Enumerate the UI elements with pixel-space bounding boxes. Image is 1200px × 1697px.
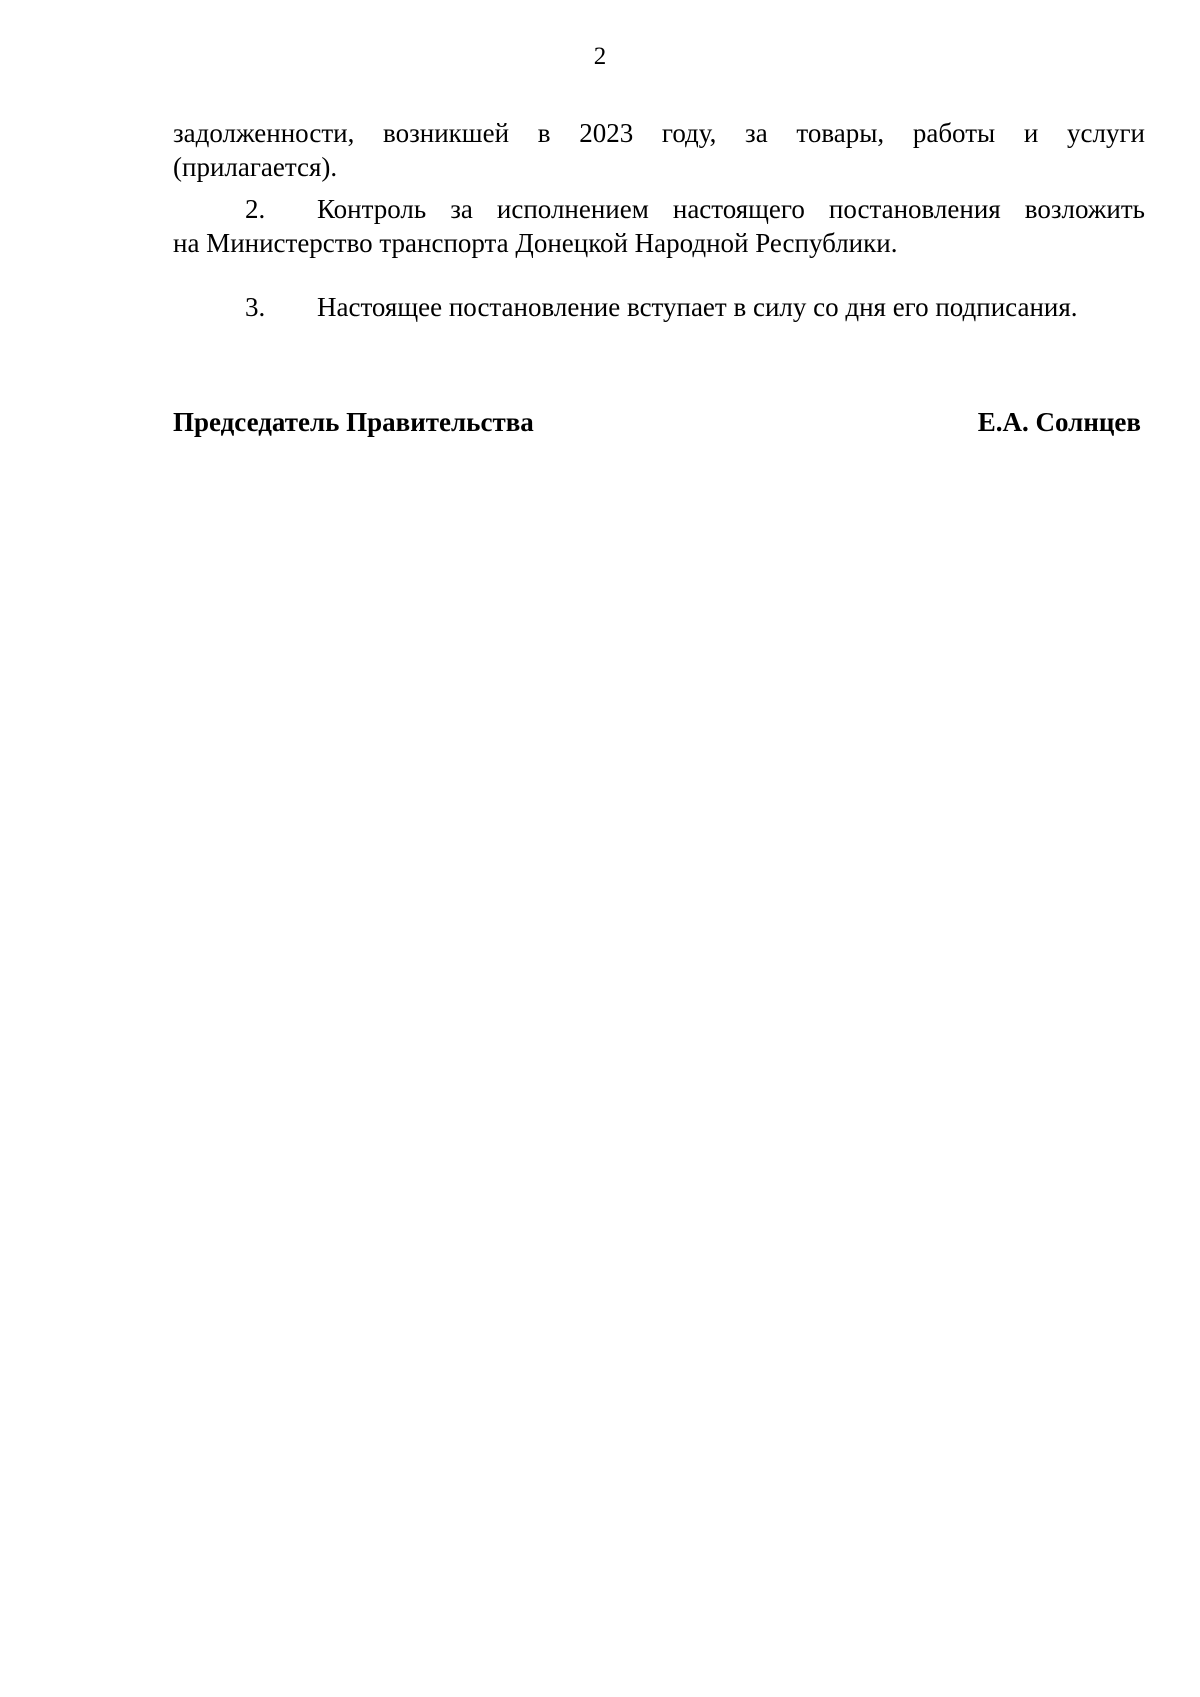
list-item-number: 3. (245, 292, 266, 322)
list-item-number: 2. (245, 194, 266, 224)
page-number: 2 (593, 43, 607, 70)
list-item-text: Настоящее постановление вступает в силу со дня его подписания. (317, 292, 1078, 322)
signatory-position: Председатель Правительства (173, 407, 534, 437)
list-item-text-continued: на Министерство транспорта Донецкой Народной Республики. (173, 228, 898, 258)
list-item-text: Контроль за исполнением настоящего постановления возложить (317, 194, 1145, 224)
paragraph-line: задолженности, возникшей в 2023 году, за товары, работы и услуги (173, 118, 1145, 148)
paragraph-line: (прилагается). (173, 152, 338, 182)
list-item-2 (173, 192, 1145, 260)
paragraph-continuation (173, 116, 1145, 184)
signatory-name: Е.А. Солнцев (977, 407, 1141, 437)
list-item-first-line (173, 192, 1145, 226)
list-item-3 (173, 290, 1145, 324)
